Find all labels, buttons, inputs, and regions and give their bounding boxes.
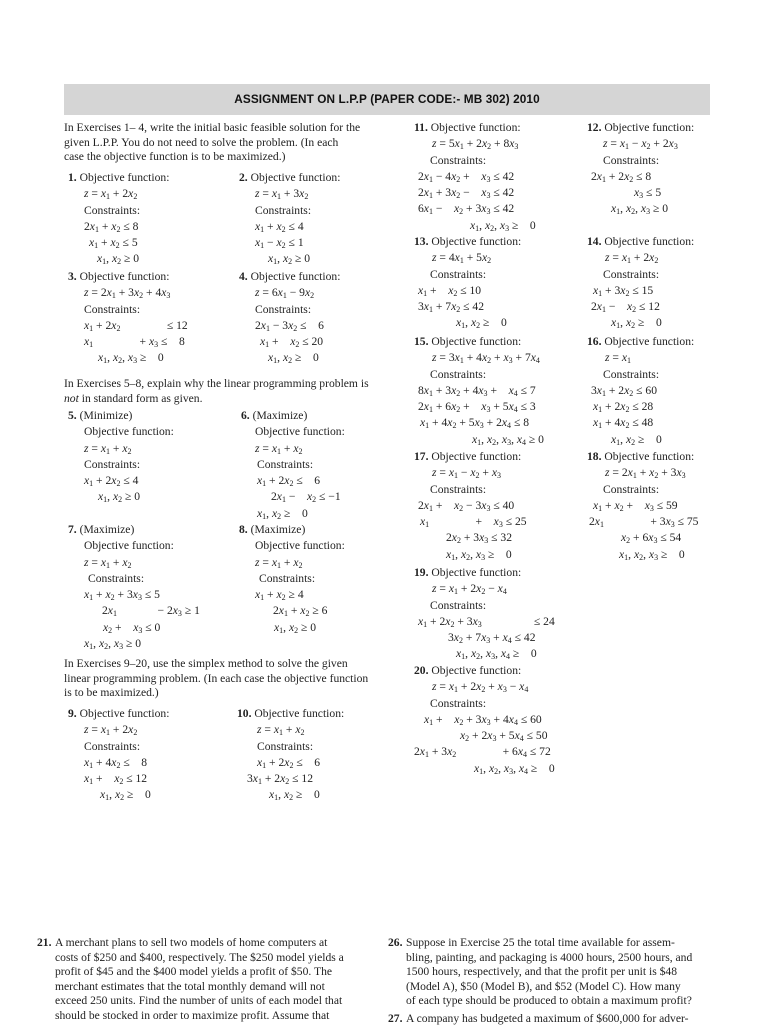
problem-expression: $2x_1$ + $3x_3 \le 75$ [589, 515, 699, 530]
intro-exercises-9-20 [64, 657, 384, 701]
problem-heading [414, 234, 521, 250]
word-problem-line [37, 936, 354, 951]
problem-expression: $x_1$, $x_2$, $x_3$ ≥ 0 [446, 547, 512, 562]
problem-label: Constraints: [430, 267, 487, 281]
problem-expression: $x_2$ + $x_3 \le 0$ [103, 620, 161, 635]
problem-expression: $x_1 + x_2$ + $x_3 \le 59$ [593, 498, 678, 513]
problem-expression: $2x_1$ + $x_2 - 3x_3 \le 40$ [418, 498, 515, 513]
problem-heading-text: (Maximize) [250, 523, 306, 536]
problem-label: Objective function: [255, 425, 345, 439]
problem-expression: $x_1$, $x_2$ ≥ 0 [611, 432, 662, 447]
problem-number: 13. [414, 235, 432, 248]
problem-label: Constraints: [603, 367, 660, 381]
intro-line: is to be maximized.) [64, 686, 159, 700]
problem-expression: $x_1 + 2x_2 \le 4$ [84, 474, 139, 489]
problem-expression: $x_1 - x_2 \le 1$ [255, 236, 304, 251]
problem-heading [414, 565, 555, 581]
problem-expression: $x_1$, $x_2$ ≥ 0 [268, 351, 319, 366]
problem-label: Constraints: [430, 598, 487, 612]
problem-expression: $x_1 + x_2 + 3x_3 \le 5$ [84, 588, 160, 603]
problem-label: Constraints: [84, 203, 141, 217]
problem-heading [587, 334, 694, 350]
word-problem-26 [388, 936, 705, 1009]
problem-expression: $x_2 + 2x_3 + 5x_4 \le 50$ [460, 729, 548, 744]
problem-heading-text: Objective function: [250, 270, 341, 283]
problem-label: Constraints: [255, 203, 312, 217]
word-problem-line [388, 980, 705, 995]
problem-heading [237, 706, 344, 722]
problem-expression: $2x_1 + x_2 \le 8$ [84, 219, 139, 234]
problem-number: 19. [414, 566, 432, 579]
problem-number: 5. [68, 409, 80, 422]
problem-expression: $x_1 + 2x_2 + 3x_3$ ≤ 24 [418, 614, 555, 629]
problem-expression: $z = 2x_1 + x_2 + 3x_3$ [605, 466, 686, 481]
problem-3 [68, 269, 188, 367]
intro-line: In Exercises 9–20, use the simplex method to solve the given [64, 657, 348, 670]
word-problem-number: 26. [388, 936, 403, 949]
problem-1 [68, 170, 169, 268]
word-problem-line [37, 980, 354, 995]
problem-label: Constraints: [430, 696, 487, 710]
problem-heading [587, 120, 694, 136]
word-problem-number: 27. [388, 1012, 403, 1025]
problem-number: 4. [239, 270, 251, 283]
intro-line: linear programming problem. (In each case the objective function [64, 671, 369, 685]
problem-heading [414, 663, 555, 679]
problem-heading-text: Objective function: [431, 566, 522, 579]
problem-expression: $3x_1 + 2x_2 \le 60$ [591, 383, 658, 398]
word-problem-text: merchant estimates that the total monthly demand will not [55, 979, 325, 993]
problem-expression: $x_1$, $x_2$, $x_3$, $x_4$ ≥ 0 [474, 761, 555, 776]
assignment-title: ASSIGNMENT ON L.P.P (PAPER CODE:- MB 302) 2010 [234, 92, 540, 106]
problem-expression: $z = x_1 + 2x_2$ [84, 723, 138, 738]
word-problem-number: 21. [37, 936, 52, 949]
problem-heading-text: Objective function: [604, 235, 695, 248]
problem-number: 6. [241, 409, 253, 422]
problem-number: 7. [68, 523, 80, 536]
word-problem-line [37, 994, 354, 1009]
problem-19 [414, 565, 555, 663]
problem-expression: $z = x_1 + x_2$ [255, 441, 303, 456]
problem-expression: $x_1$, $x_2$ ≥ 0 [611, 316, 662, 331]
problem-2 [239, 170, 340, 268]
intro-line: case the objective function is to be maximized.) [64, 150, 286, 164]
problem-heading-text: Objective function: [431, 335, 522, 348]
problem-expression: $x_1$, $x_2$ ≥ 0 [269, 788, 320, 803]
problem-label: Constraints: [257, 739, 314, 753]
problem-heading-text: Objective function: [79, 270, 170, 283]
problem-expression: $z = x_1 - x_2 + 2x_3$ [603, 137, 678, 152]
problem-heading-text: Objective function: [430, 121, 521, 134]
problem-expression: $x_3 \le 5$ [634, 186, 662, 201]
problem-expression: $x_1 + 2x_2$ ≤ 6 [257, 474, 321, 489]
problem-heading [239, 170, 340, 186]
problem-label: Objective function: [255, 539, 345, 553]
problem-number: 1. [68, 171, 80, 184]
problem-expression: $3x_1 + 7x_2 \le 42$ [418, 300, 485, 315]
problem-expression: $x_1$, $x_2 \ge 0$ [97, 252, 140, 267]
word-problem-text: costs of $250 and $400, respectively. The $250 model yields a [55, 950, 344, 964]
problem-label: Constraints: [430, 367, 487, 381]
problem-expression: $x_1$ + $x_2 \le 20$ [260, 335, 324, 350]
problem-expression: $x_1 + 2x_2$ ≤ 6 [257, 755, 321, 770]
problem-heading [68, 706, 169, 722]
problem-number: 14. [587, 235, 605, 248]
word-problem-line [388, 936, 705, 951]
problem-heading [68, 522, 200, 538]
problem-expression: $x_1 + 2x_2 \le 28$ [593, 400, 654, 415]
word-problem-27 [388, 1012, 705, 1027]
problem-heading [587, 449, 698, 465]
problem-12 [587, 120, 694, 218]
problem-expression: $x_1$, $x_2$, $x_3$ ≥ 0 [470, 218, 536, 233]
problem-expression: $x_1$, $x_2$, $x_3$, $x_4 \ge 0$ [472, 432, 544, 447]
problem-heading-text: Objective function: [431, 235, 522, 248]
word-problem-text: of each type should be produced to obtain a maximum profit? [406, 994, 692, 1008]
intro-line: In Exercises 1– 4, write the initial basic feasible solution for the [64, 121, 361, 134]
problem-heading [414, 334, 544, 350]
problem-16 [587, 334, 694, 448]
problem-expression: $x_1$, $x_2 \ge 0$ [98, 490, 141, 505]
intro-exercises-5-8 [64, 377, 384, 406]
problem-heading-text: (Maximize) [79, 523, 135, 536]
problem-expression: $z = 4x_1 + 5x_2$ [432, 251, 492, 266]
problem-number: 10. [237, 707, 255, 720]
problem-13 [414, 234, 521, 332]
word-problem-line [37, 1009, 354, 1024]
problem-expression: $x_1$, $x_2$, $x_3$, $x_4$ ≥ 0 [456, 647, 537, 662]
problem-heading-text: Objective function: [431, 664, 522, 677]
problem-expression: $x_1$, $x_2$, $x_3$ ≥ 0 [98, 351, 164, 366]
problem-label: Constraints: [430, 482, 487, 496]
problem-expression: $x_1 + 4x_2$ ≤ 8 [84, 755, 148, 770]
problem-label: Constraints: [257, 457, 314, 471]
problem-7 [68, 522, 200, 652]
problem-15 [414, 334, 544, 448]
problem-expression: $6x_1$ − $x_2 + 3x_3 \le 42$ [418, 202, 515, 217]
problem-expression: $z = 5x_1 + 2x_2 + 8x_3$ [432, 137, 519, 152]
problem-heading-text: Objective function: [79, 171, 170, 184]
word-problem-line [388, 1012, 705, 1027]
problem-expression: $2x_1 + 3x_2$ − $x_3 \le 42$ [418, 186, 515, 201]
problem-heading-text: Objective function: [254, 707, 345, 720]
problem-label: Objective function: [84, 425, 174, 439]
problem-expression: $x_1$ + $x_2 \le 10$ [418, 283, 482, 298]
problem-heading [68, 269, 188, 285]
problem-expression: $x_1$, $x_2$ ≥ 0 [257, 506, 308, 521]
problem-expression: $2x_1 - 3x_2$ ≤ 6 [255, 318, 324, 333]
problem-heading [239, 522, 345, 538]
word-problem-text: 1500 hours, respectively, and that the profit per unit is $48 [406, 965, 677, 979]
problem-expression: $2x_1$ − $x_2 \le -1$ [271, 490, 341, 505]
problem-expression: $2x_1 + x_2 \ge 6$ [273, 604, 328, 619]
problem-expression: $x_1$, $x_2$, $x_3$ ≥ 0 [619, 547, 685, 562]
problem-number: 17. [414, 450, 432, 463]
problem-expression: $z = x_1 + x_2$ [257, 723, 305, 738]
problem-expression: $3x_1 + 2x_2 \le 12$ [247, 772, 314, 787]
problem-8 [239, 522, 345, 636]
problem-heading-text: Objective function: [604, 450, 695, 463]
problem-heading-text: (Minimize) [79, 409, 133, 422]
problem-expression: $8x_1 + 3x_2 + 4x_3$ + $x_4 \le 7$ [418, 383, 536, 398]
problem-expression: $x_1 + x_2 \le 4$ [255, 219, 304, 234]
problem-expression: $z = 3x_1 + 4x_2 + x_3 + 7x_4$ [432, 351, 540, 366]
problem-expression: $x_1$ + $x_3 \le 25$ [420, 515, 527, 530]
word-problem-text: Suppose in Exercise 25 the total time available for assem- [406, 936, 675, 949]
problem-heading-text: (Maximize) [252, 409, 308, 422]
word-problem-text: A company has budgeted a maximum of $600,000 for adver- [406, 1012, 689, 1025]
word-problem-line [37, 951, 354, 966]
problem-expression: $x_1 + 3x_2 \le 15$ [593, 283, 654, 298]
problem-expression: $z = x_1 + 2x_2 - x_4$ [432, 582, 507, 597]
intro-line: In Exercises 5–8, explain why the linear programming problem is [64, 377, 369, 390]
problem-14 [587, 234, 694, 332]
problem-expression: $x_1 + 4x_2 \le 48$ [593, 416, 654, 431]
problem-label: Constraints: [603, 153, 660, 167]
problem-expression: $z = 6x_1 - 9x_2$ [255, 286, 315, 301]
problem-20 [414, 663, 555, 777]
problem-expression: $x_1 + x_2 \ge 4$ [255, 588, 304, 603]
problem-expression: $x_1$, $x_2$ ≥ 0 [456, 316, 507, 331]
problem-10 [237, 706, 344, 804]
problem-number: 20. [414, 664, 432, 677]
problem-label: Constraints: [603, 267, 660, 281]
problem-expression: $z = x_1 - x_2 + x_3$ [432, 466, 502, 481]
intro-exercises-1-4 [64, 121, 384, 165]
word-problem-text: (Model A), $50 (Model B), and $52 (Model C). How many [406, 979, 681, 993]
assignment-header [64, 84, 710, 115]
word-problem-line [388, 951, 705, 966]
problem-label: Constraints: [603, 482, 660, 496]
problem-label: Constraints: [430, 153, 487, 167]
problem-heading-text: Objective function: [250, 171, 341, 184]
problem-label: Constraints: [88, 571, 145, 585]
problem-heading [239, 269, 340, 285]
problem-expression: $x_2 + 6x_3 \le 54$ [621, 531, 682, 546]
problem-17 [414, 449, 527, 563]
word-problem-text: bling, painting, and packaging is 4000 hours, 2500 hours, and [406, 950, 693, 964]
problem-heading [414, 120, 536, 136]
problem-label: Constraints: [84, 457, 141, 471]
problem-4 [239, 269, 340, 367]
intro-line: not in standard form as given. [64, 391, 203, 405]
problem-5 [68, 408, 174, 506]
problem-expression: $3x_2 + 7x_3 + x_4 \le 42$ [448, 631, 536, 646]
problem-expression: $x_1$, $x_2 \ge 0$ [274, 620, 317, 635]
problem-expression: $2x_1 - 4x_2$ + $x_3 \le 42$ [418, 169, 515, 184]
problem-expression: $x_1 + x_2 \le 5$ [89, 236, 138, 251]
word-problem-text: profit of $45 and the $400 model yields a profit of $50. The [55, 965, 333, 979]
problem-expression: $x_1$, $x_2$ ≥ 0 [100, 788, 151, 803]
problem-expression: $z = x_1 + x_2$ [255, 555, 303, 570]
problem-expression: $2x_1 + 2x_2 \le 8$ [591, 169, 652, 184]
problem-heading [68, 408, 174, 424]
problem-number: 16. [587, 335, 605, 348]
problem-expression: $z = x_1$ [605, 351, 632, 366]
problem-11 [414, 120, 536, 234]
problem-heading [68, 170, 169, 186]
problem-label: Objective function: [84, 539, 174, 553]
problem-number: 2. [239, 171, 251, 184]
problem-expression: $2x_1$ − $2x_3 \ge 1$ [102, 604, 200, 619]
problem-expression: $z = x_1 + x_2$ [84, 555, 132, 570]
problem-expression: $2x_1 + 6x_2$ + $x_3 + 5x_4 \le 3$ [418, 400, 536, 415]
word-problem-text: should be stocked in order to maximize profit. Assume that [55, 1008, 330, 1022]
problem-expression: $x_1$, $x_2$, $x_3 \ge 0$ [611, 202, 669, 217]
problem-heading [587, 234, 694, 250]
problem-expression: $2x_2 + 3x_3 \le 32$ [446, 531, 513, 546]
problem-number: 18. [587, 450, 605, 463]
problem-expression: $2x_1 + 3x_2$ + $6x_4 \le 72$ [414, 745, 551, 760]
word-problem-text: A merchant plans to sell two models of home computers at [55, 936, 328, 949]
problem-label: Constraints: [255, 302, 312, 316]
problem-expression: $x_1$ + $x_3$ ≤ 8 [84, 335, 185, 350]
problem-expression: $x_1$ + $x_2 + 3x_3 + 4x_4 \le 60$ [424, 712, 542, 727]
problem-label: Constraints: [84, 739, 141, 753]
problem-heading-text: Objective function: [604, 335, 695, 348]
problem-number: 15. [414, 335, 432, 348]
problem-expression: $x_1$ + $x_2 \le 12$ [84, 772, 148, 787]
word-problem-text: exceed 250 units. Find the number of units of each model that [55, 994, 343, 1008]
problem-number: 8. [239, 523, 251, 536]
word-problem-line [388, 965, 705, 980]
problem-number: 12. [587, 121, 605, 134]
problem-expression: $2x_1$ − $x_2 \le 12$ [591, 300, 660, 315]
problem-expression: $x_1 + 4x_2 + 5x_3 + 2x_4 \le 8$ [420, 416, 530, 431]
word-problem-21 [37, 936, 354, 1024]
problem-expression: $z = x_1 + 2x_2 + x_3 - x_4$ [432, 680, 529, 695]
problem-6 [241, 408, 345, 522]
problem-expression: $z = 2x_1 + 3x_2 + 4x_3$ [84, 286, 171, 301]
problem-heading-text: Objective function: [431, 450, 522, 463]
problem-expression: $z = x_1 + x_2$ [84, 441, 132, 456]
word-problem-line [388, 994, 705, 1009]
intro-line: given L.P.P. You do not need to solve the problem. (In each [64, 135, 339, 149]
word-problem-line [37, 965, 354, 980]
problem-expression: $z = x_1 + 3x_2$ [255, 187, 309, 202]
problem-9 [68, 706, 169, 804]
problem-expression: $x_1$, $x_2 \ge 0$ [268, 252, 311, 267]
problem-expression: $x_1$, $x_2$, $x_3 \ge 0$ [84, 637, 142, 652]
problem-expression: $x_1 + 2x_2$ ≤ 12 [84, 318, 188, 333]
problem-heading [241, 408, 345, 424]
problem-label: Constraints: [84, 302, 141, 316]
problem-heading [414, 449, 527, 465]
problem-number: 11. [414, 121, 431, 134]
problem-number: 9. [68, 707, 80, 720]
problem-expression: $z = x_1 + 2x_2$ [605, 251, 659, 266]
problem-18 [587, 449, 698, 563]
problem-heading-text: Objective function: [604, 121, 695, 134]
problem-number: 3. [68, 270, 80, 283]
problem-heading-text: Objective function: [79, 707, 170, 720]
problem-label: Constraints: [259, 571, 316, 585]
problem-expression: $z = x_1 + 2x_2$ [84, 187, 138, 202]
